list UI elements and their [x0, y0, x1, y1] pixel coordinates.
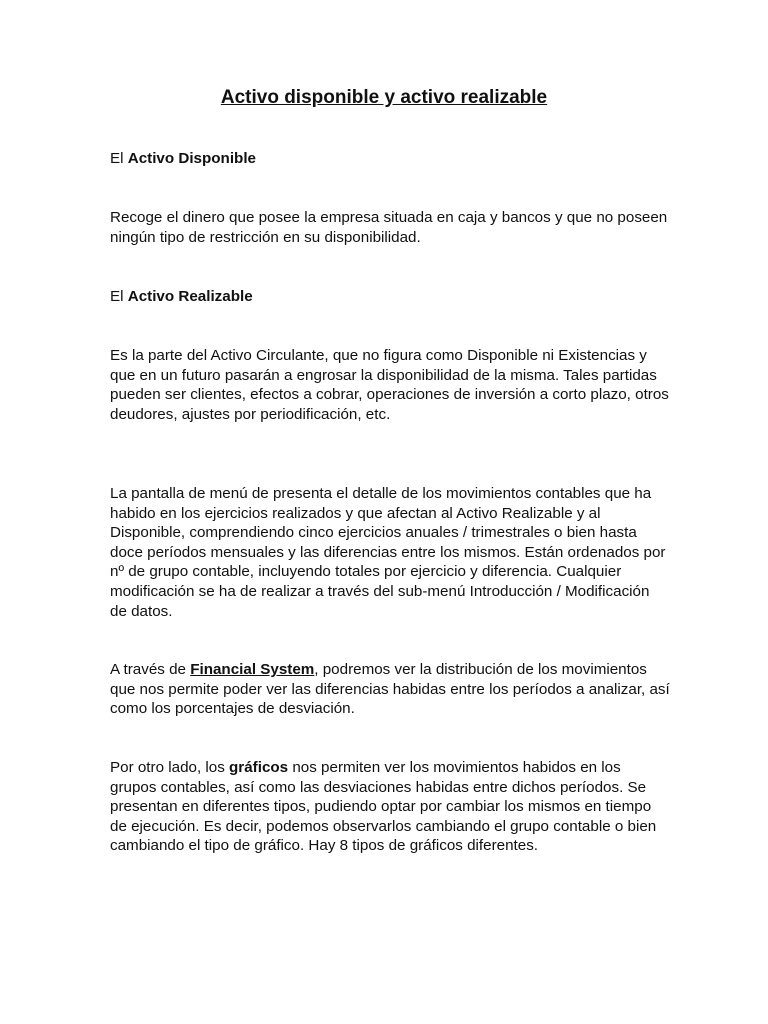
paragraph-graficos [110, 758, 670, 856]
paragraph-pantalla-menu: La pantalla de menú de presenta el detalle de los movimientos contables que ha habido en los ejercicios realizados y que afectan al Activo Realizable y al Disponible, comprendiendo cinco ejercicios anuales / trimestrales o bien hasta doce períodos mensuales y las diferencias entre los mismos. Están ordenados por nº de grupo contable, incluyendo totales por ejercicio y diferencia. Cualquier modificación se ha de realizar a través del sub-menú Introducción / Modificación de datos. [110, 485, 666, 620]
graficos-bold: gráficos [229, 759, 289, 776]
financial-system-link[interactable]: Financial System [190, 661, 315, 678]
section-heading-activo-realizable [110, 287, 670, 307]
section-heading-bold: Activo Realizable [127, 288, 253, 305]
paragraph-text-after: , podremos ver la distribución de los movimientos que nos permite poder ver las diferencias habidas entre los períodos a analizar, así como los porcentajes de desviación. [110, 661, 670, 718]
section-heading-prefix: El [110, 288, 128, 305]
paragraph-financial-system [110, 660, 670, 719]
document-title: Activo disponible y activo realizable [220, 87, 548, 108]
paragraph-text-before: A través de [110, 661, 191, 678]
paragraph-text-before: Por otro lado, los [110, 759, 230, 776]
section-heading-activo-disponible [110, 149, 670, 169]
paragraph-text-after: nos permiten ver los movimientos habidos en los grupos contables, así como las desviaciones habidas entre dichos períodos. Se presentan en diferentes tipos, pudiendo optar por cambiar los mismos en tiempo de ejecución. Es decir, podemos observarlos cambiando el grupo contable o bien cambiando el tipo de gráfico. Hay 8 tipos de gráficos diferentes. [110, 759, 657, 855]
section-heading-bold: Activo Disponible [127, 150, 256, 167]
paragraph-activo-realizable: Es la parte del Activo Circulante, que no figura como Disponible ni Existencias y que en un futuro pasarán a engrosar la disponibilidad de la misma. Tales partidas pueden ser clientes, efectos a cobrar, operaciones de inversión a corto plazo, otros deudores, ajustes por periodificación, etc. [110, 347, 669, 423]
section-heading-prefix: El [110, 150, 128, 167]
paragraph-activo-disponible: Recoge el dinero que posee la empresa situada en caja y bancos y que no poseen ningún tipo de restricción en su disponibilidad. [110, 209, 668, 246]
